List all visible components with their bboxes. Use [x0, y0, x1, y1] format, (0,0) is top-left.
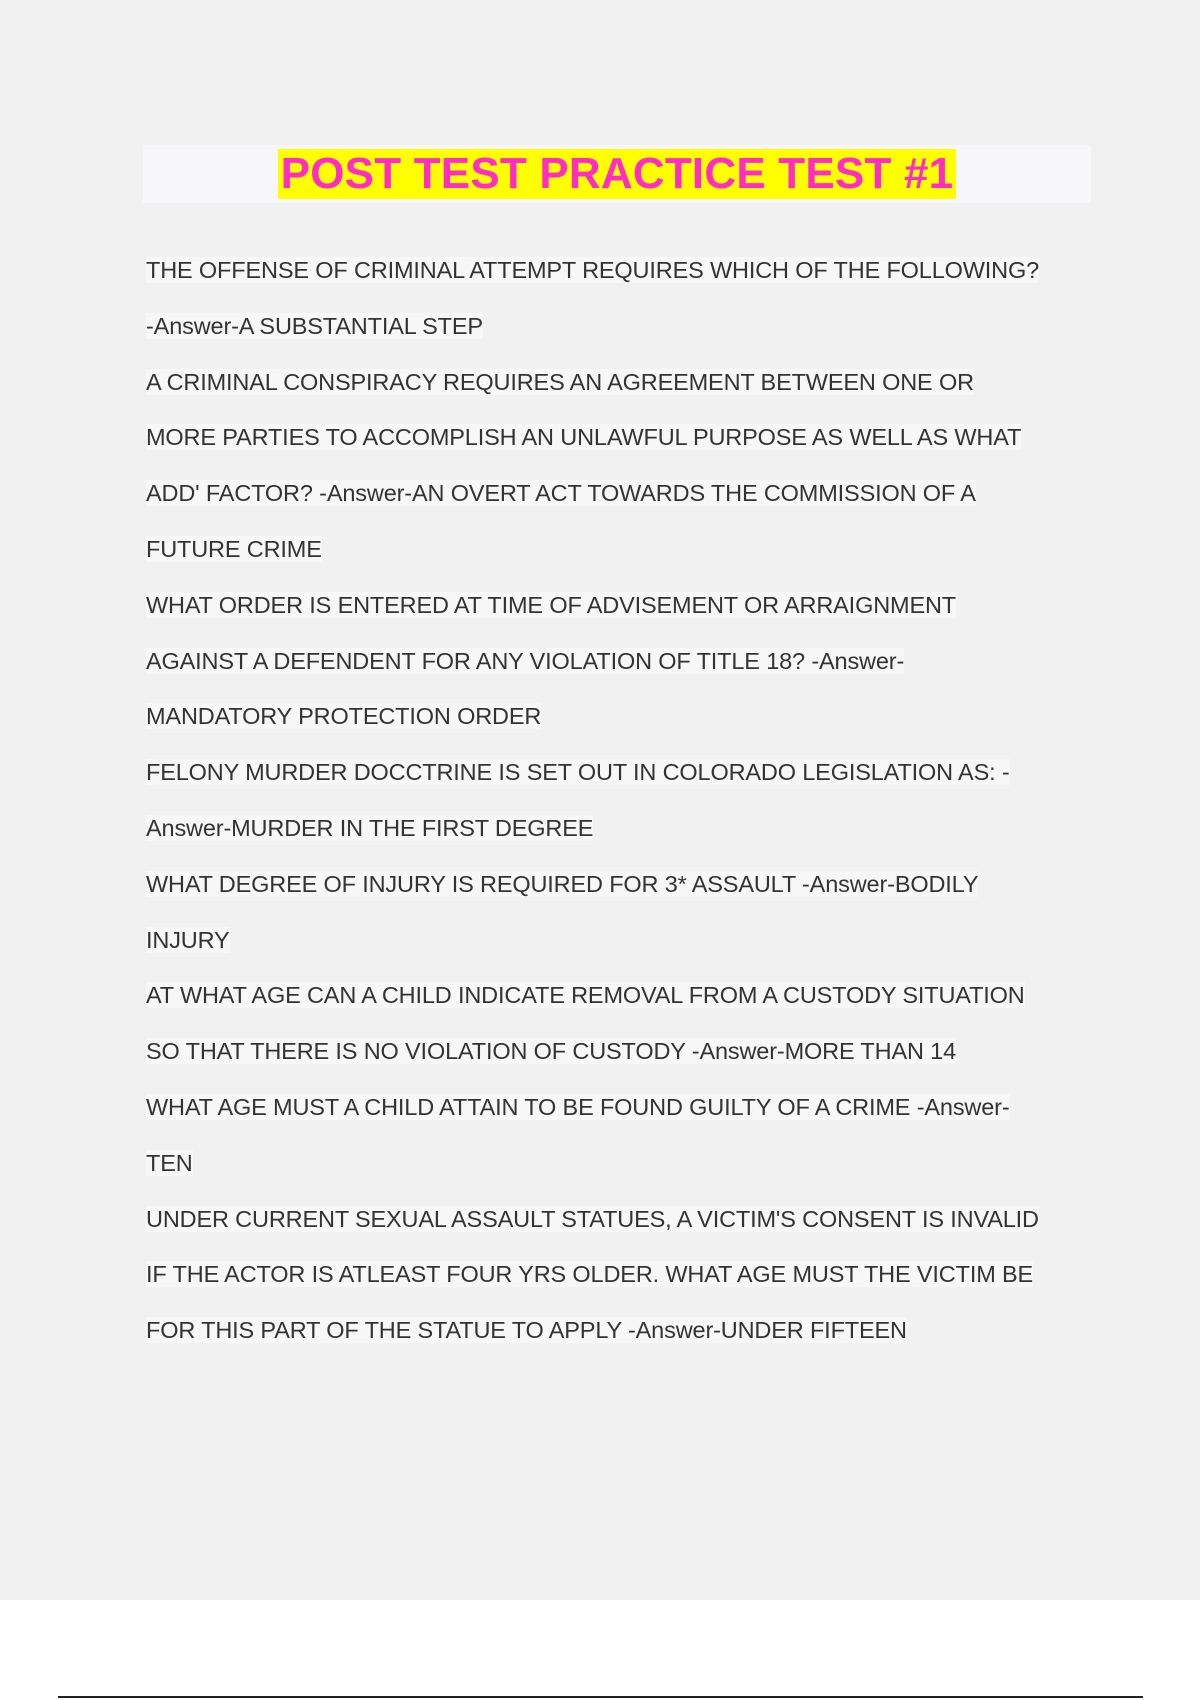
text-line: MORE PARTIES TO ACCOMPLISH AN UNLAWFUL PURPOSE AS WELL AS WHAT	[146, 424, 1022, 451]
text-line: UNDER CURRENT SEXUAL ASSAULT STATUES, A VICTIM'S CONSENT IS INVALID	[146, 1205, 1039, 1232]
text-line: THE OFFENSE OF CRIMINAL ATTEMPT REQUIRES WHICH OF THE FOLLOWING?	[146, 257, 1040, 283]
text-line: INJURY	[146, 926, 230, 953]
text-line: Answer-MURDER IN THE FIRST DEGREE	[146, 814, 594, 841]
text-line: AT WHAT AGE CAN A CHILD INDICATE REMOVAL FROM A CUSTODY SITUATION	[146, 982, 1025, 1009]
text-line: A CRIMINAL CONSPIRACY REQUIRES AN AGREEMENT BETWEEN ONE OR	[146, 368, 974, 395]
text-line: ADD' FACTOR? -Answer-AN OVERT ACT TOWARDS THE COMMISSION OF A	[146, 480, 976, 507]
text-line: WHAT AGE MUST A CHILD ATTAIN TO BE FOUND GUILTY OF A CRIME -Answer-	[146, 1093, 1010, 1120]
text-line: TEN	[146, 1149, 193, 1176]
text-line: WHAT ORDER IS ENTERED AT TIME OF ADVISEMENT OR ARRAIGNMENT	[146, 591, 956, 618]
text-line: IF THE ACTOR IS ATLEAST FOUR YRS OLDER. WHAT AGE MUST THE VICTIM BE	[146, 1261, 1034, 1288]
text-line: FELONY MURDER DOCCTRINE IS SET OUT IN COLORADO LEGISLATION AS: -	[146, 759, 1010, 786]
title-band	[143, 145, 1091, 203]
footer-divider	[58, 1696, 1143, 1698]
text-line: -Answer-A SUBSTANTIAL STEP	[146, 312, 483, 339]
document-body	[146, 243, 1096, 1359]
text-line: MANDATORY PROTECTION ORDER	[146, 703, 542, 730]
text-line: AGAINST A DEFENDENT FOR ANY VIOLATION OF TITLE 18? -Answer-	[146, 647, 905, 674]
page-title: POST TEST PRACTICE TEST #1	[278, 149, 957, 199]
text-line: WHAT DEGREE OF INJURY IS REQUIRED FOR 3* ASSAULT -Answer-BODILY	[146, 870, 979, 897]
text-line: FUTURE CRIME	[146, 535, 322, 562]
text-line: SO THAT THERE IS NO VIOLATION OF CUSTODY -Answer-MORE THAN 14	[146, 1038, 957, 1065]
text-line: FOR THIS PART OF THE STATUE TO APPLY -Answer-UNDER FIFTEEN	[146, 1317, 907, 1344]
